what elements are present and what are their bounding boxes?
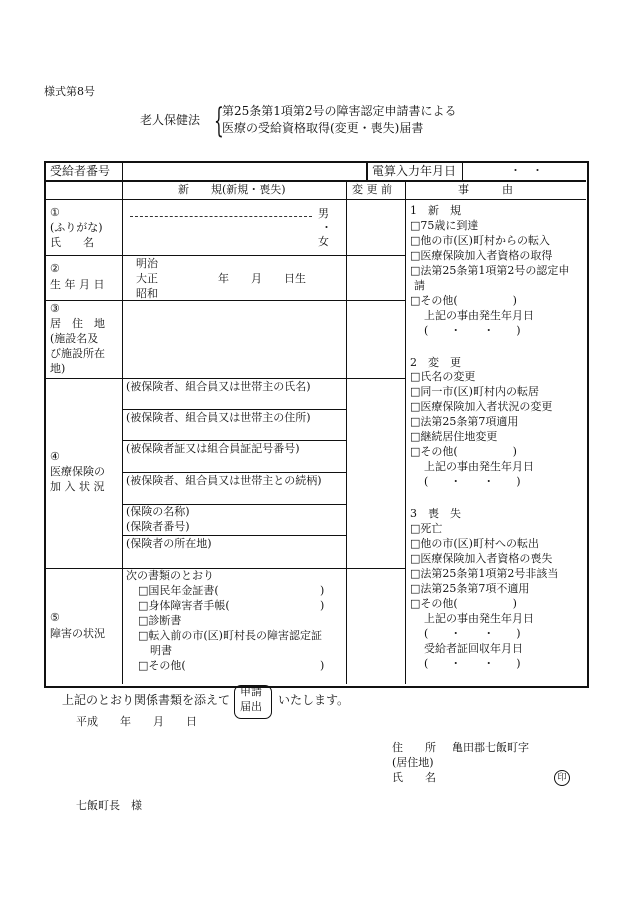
reason-s3-item[interactable]: □法第25条第1項第2号非該当 <box>410 566 559 580</box>
row2-label: 生 年 月 日 <box>50 278 105 291</box>
reason-loss-title: 3 喪 失 <box>410 507 461 521</box>
reason-s2-item[interactable]: □その他( ) <box>410 445 517 459</box>
insured-card-no[interactable]: (被保険者証又は組合員証記号番号) <box>126 442 300 455</box>
insurance-name[interactable]: (保険の名称) <box>126 505 190 518</box>
title-line2: 医療の受給資格取得(変更・喪失)届書 <box>222 121 424 135</box>
reason-s3-item[interactable]: □医療保険加入者資格の喪失 <box>410 551 553 565</box>
doc-pension[interactable]: □国民年金証書( <box>138 584 219 597</box>
reason-s2-item[interactable]: □継続居住地変更 <box>410 430 498 444</box>
row1-number: ① <box>50 206 60 219</box>
residence-label: (居住地) <box>392 756 434 769</box>
submit-date[interactable]: 平成 年 月 日 <box>76 715 197 728</box>
era-taisho[interactable]: 大正 <box>136 272 158 285</box>
col-new: 新 規(新規・喪失) <box>178 183 286 196</box>
reason-column <box>410 205 582 671</box>
reason-s1-item: 上記の事由発生年月日 <box>424 308 534 322</box>
footer-sentence-a: 上記のとおり関係書類を添えて <box>62 693 231 707</box>
reason-s1-item[interactable]: □他の市(区)町村からの転入 <box>410 233 550 247</box>
doc-disability-close: ) <box>320 599 325 612</box>
reason-s2-item: ( ・ ・ ) <box>424 475 521 489</box>
input-date-label: 電算入力年月日 <box>372 164 457 178</box>
footer-sentence-b: いたします。 <box>278 693 350 707</box>
col-before: 変 更 前 <box>352 183 392 196</box>
reason-s2-item: 上記の事由発生年月日 <box>424 460 534 474</box>
row4-label1: 医療保険の <box>50 465 105 478</box>
row4-label2: 加 入 状 況 <box>50 480 105 493</box>
choice-apply[interactable]: 申請 <box>240 685 262 698</box>
insured-name[interactable]: (被保険者、組合員又は世帯主の氏名) <box>126 380 311 393</box>
sex-male[interactable]: 男 <box>318 207 329 220</box>
row3-label3: び施設所在 <box>50 347 105 360</box>
reason-s1-item[interactable]: □医療保険加入者資格の取得 <box>410 248 553 262</box>
reason-s3-item: ( ・ ・ ) <box>424 626 521 640</box>
row5-number: ⑤ <box>50 611 60 624</box>
sex-female[interactable]: 女 <box>318 235 329 248</box>
col-reason: 事 由 <box>458 183 513 196</box>
reason-s3-item: ( ・ ・ ) <box>424 656 521 670</box>
row1-kana-label: (ふりがな) <box>50 221 103 234</box>
input-date-field[interactable]: ・ ・ <box>510 164 543 177</box>
reason-new-title: 1 新 規 <box>410 204 461 217</box>
doc-diagnosis[interactable]: □診断書 <box>138 614 182 627</box>
reason-s3-item[interactable]: □法第25条第7項不適用 <box>410 581 530 595</box>
seal-icon: 印 <box>554 770 570 786</box>
reason-s1-item: ( ・ ・ ) <box>424 323 521 337</box>
doc-other[interactable]: □その他( <box>138 659 186 672</box>
insured-address[interactable]: (被保険者、組合員又は世帯主の住所) <box>126 411 311 424</box>
reason-s1-item[interactable]: □75歳に到達 <box>410 218 479 232</box>
row4-number: ④ <box>50 450 60 463</box>
row3-number: ③ <box>50 302 60 315</box>
sex-dot: ・ <box>321 221 332 234</box>
reason-s3-item[interactable]: □死亡 <box>410 521 443 535</box>
row2-number: ② <box>50 262 60 275</box>
reason-s1-item: 請 <box>414 278 425 292</box>
applicant-name-label: 氏 名 <box>392 771 436 784</box>
title-law: 老人保健法 <box>140 113 201 127</box>
reason-s2-item[interactable]: □同一市(区)町村内の転居 <box>410 385 539 399</box>
title-brace: { <box>214 101 224 141</box>
recipient-no-label: 受給者番号 <box>50 164 111 178</box>
reason-s3-item[interactable]: □他の市(区)町村への転出 <box>410 536 539 550</box>
form-number: 様式第8号 <box>44 85 95 98</box>
era-showa[interactable]: 昭和 <box>136 287 158 300</box>
insured-relation[interactable]: (被保険者、組合員又は世帯主との続柄) <box>126 474 322 487</box>
recipient-no-field[interactable] <box>124 163 364 179</box>
doc-transfer-2: 明書 <box>150 644 172 657</box>
row3-label1: 居 住 地 <box>50 317 105 330</box>
reason-s3-item: 上記の事由発生年月日 <box>424 611 534 625</box>
reason-s3-item[interactable]: □その他( ) <box>410 596 517 610</box>
name-field[interactable] <box>126 202 316 250</box>
reason-s2-item[interactable]: □氏名の変更 <box>410 370 476 384</box>
insurer-number[interactable]: (保険者番号) <box>126 520 190 533</box>
doc-pension-close: ) <box>320 584 325 597</box>
mayor-address: 七飯町長 様 <box>76 799 142 812</box>
reason-change-title: 2 変 更 <box>410 355 461 369</box>
doc-disability[interactable]: □身体障害者手帳( <box>138 599 230 612</box>
address-value[interactable]: 亀田郡七飯町字 <box>452 741 529 754</box>
row3-label4: 地) <box>50 362 66 375</box>
reason-s2-item[interactable]: □医療保険加入者状況の変更 <box>410 400 553 414</box>
choice-notify[interactable]: 届出 <box>240 700 262 713</box>
reason-s3-item: 受給者証回収年月日 <box>424 641 523 655</box>
doc-transfer[interactable]: □転入前の市(区)町村長の障害認定証 <box>138 629 322 642</box>
row3-label2: (施設名及 <box>50 332 99 345</box>
insurer-address[interactable]: (保険者の所在地) <box>126 537 212 550</box>
address-label: 住 所 <box>392 741 436 754</box>
docs-intro: 次の書類のとおり <box>126 569 214 582</box>
row1-name-label: 氏 名 <box>50 236 94 249</box>
reason-s1-item[interactable]: □法第25条第1項第2号の認定申 <box>410 263 570 277</box>
doc-other-close: ) <box>320 659 325 672</box>
reason-s1-item[interactable]: □その他( ) <box>410 293 517 307</box>
address-field[interactable] <box>126 304 342 374</box>
row5-label: 障害の状況 <box>50 627 105 640</box>
reason-s2-item[interactable]: □法第25条第7項適用 <box>410 415 519 429</box>
era-meiji[interactable]: 明治 <box>136 257 158 270</box>
title-line1: 第25条第1項第2号の障害認定申請書による <box>222 104 457 118</box>
birth-date[interactable]: 年 月 日生 <box>218 272 306 285</box>
